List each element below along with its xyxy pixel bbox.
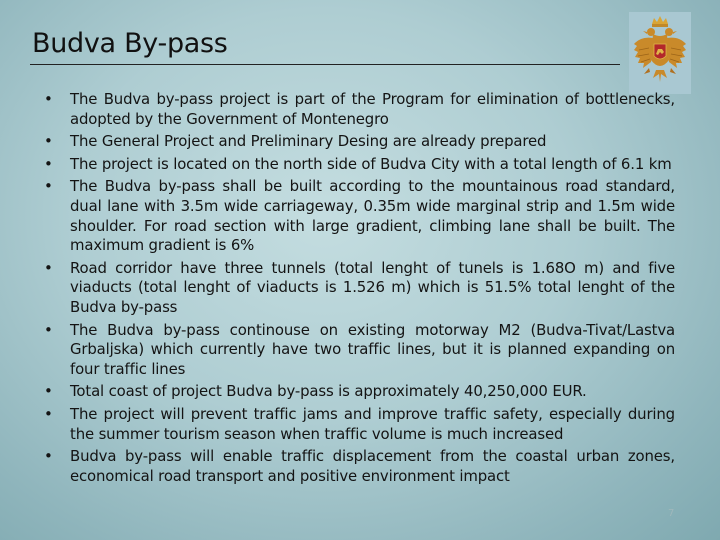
bullet-item: • The project is located on the north side of Budva City with a total length of 6.1 km [44, 155, 675, 175]
title-underline [30, 64, 620, 65]
bullet-item: • Total coast of project Budva by-pass is approximately 40,250,000 EUR. [44, 382, 675, 402]
bullet-list [44, 90, 675, 489]
bullet-item: • Budva by-pass will enable traffic displacement from the coastal urban zones, economical road transport and positive environment impact [44, 447, 675, 486]
bullet-item: • The Budva by-pass project is part of the Program for elimination of bottlenecks, adopted by the Government of Montenegro [44, 90, 675, 129]
slide-title: Budva By-pass [32, 28, 228, 59]
bullet-item: • Road corridor have three tunnels (total lenght of tunels is 1.68O m) and five viaducts (total lenght of viaducts is 1.526 m) which is 51.5% total lenght of the Budva by-pass [44, 259, 675, 318]
bullet-item: • The Budva by-pass continouse on existing motorway M2 (Budva-Tivat/Lastva Grbaljska) which currently have two traffic lines, but it is planned expanding on four traffic lines [44, 321, 675, 380]
page-number: 7 [668, 508, 675, 519]
bullet-item: • The General Project and Preliminary Desing are already prepared [44, 132, 675, 152]
montenegro-coat-of-arms-icon [629, 12, 691, 94]
bullet-item: • The Budva by-pass shall be built according to the mountainous road standard, dual lane with 3.5m wide carriageway, 0.35m wide marginal strip and 1.5m wide shoulder. For road section with large gradient, climbing lane shall be built. The maximum gradient is 6% [44, 177, 675, 255]
bullet-item: • The project will prevent traffic jams and improve traffic safety, especially during the summer tourism season when traffic volume is much increased [44, 405, 675, 444]
